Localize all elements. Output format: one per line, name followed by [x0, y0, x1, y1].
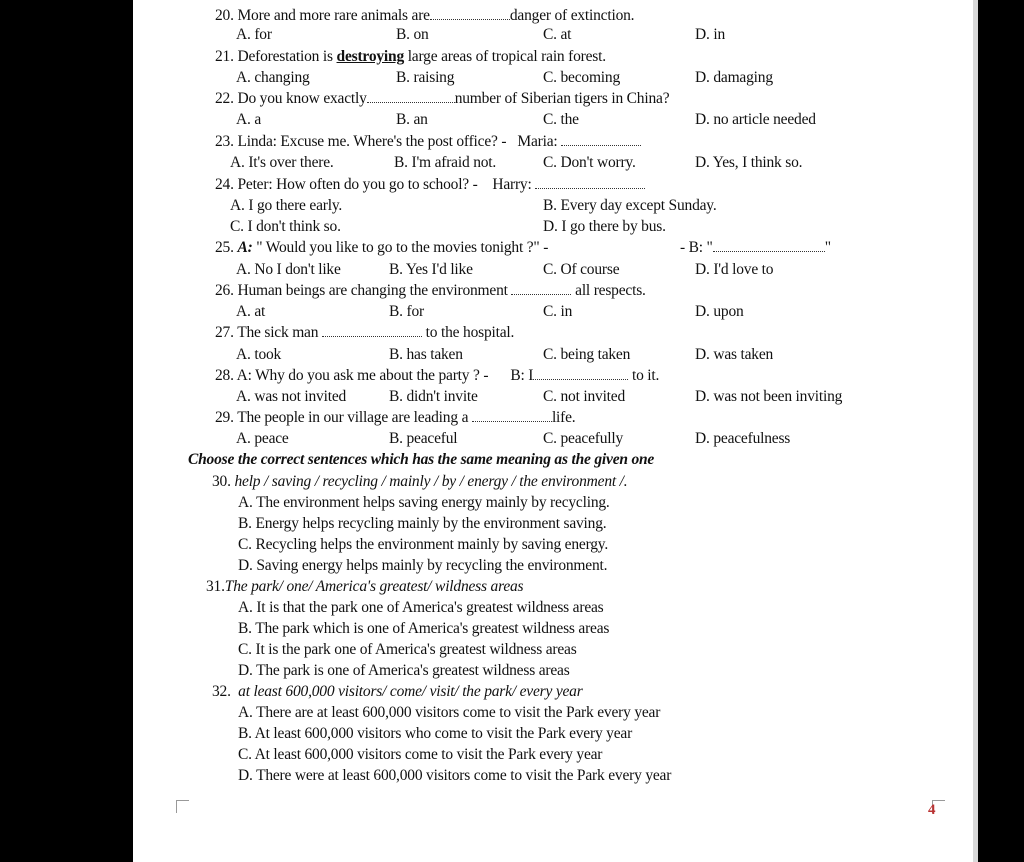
q26-option-c: C. in [543, 303, 573, 320]
q22-option-c: C. the [543, 111, 579, 128]
q23-option-a: A. It's over there. [230, 154, 334, 171]
q29-option-a: A. peace [236, 430, 289, 447]
q26-option-a: A. at [236, 303, 266, 320]
q26-option-b: B. for [389, 303, 424, 320]
q24-option-b: B. Every day except Sunday. [543, 197, 717, 214]
q22-option-a: A. a [236, 111, 262, 128]
q31-option-b: B. The park which is one of America's greatest wildness areas [238, 620, 610, 637]
question-23: 23. Linda: Excuse me. Where's the post office? - Maria: [215, 132, 641, 152]
q21-option-c: C. becoming [543, 69, 621, 86]
question-29: 29. The people in our village are leading a life. [215, 409, 576, 426]
right-black-border [978, 0, 1024, 862]
q21-option-d: D. damaging [695, 69, 773, 86]
q25-option-a: A. No I don't like [236, 261, 341, 278]
q29-option-c: C. peacefully [543, 430, 624, 447]
q31-option-c: C. It is the park one of America's greatest wildness areas [238, 641, 577, 658]
q23-option-d: D. Yes, I think so. [695, 154, 803, 171]
q24-option-d: D. I go there by bus. [543, 218, 666, 235]
q32-option-b: B. At least 600,000 visitors who come to visit the Park every year [238, 725, 633, 742]
question-24: 24. Peter: How often do you go to school? - Harry: [215, 175, 645, 195]
q22-option-d: D. no article needed [695, 111, 816, 128]
question-30: 30. help / saving / recycling / mainly / by / energy / the environment /. [212, 473, 628, 490]
question-20: 20. More and more rare animals are danger of extinction. [215, 7, 635, 24]
q25-option-b: B. Yes I'd like [389, 261, 473, 278]
q28-option-d: D. was not been inviting [695, 388, 843, 405]
q30-option-d: D. Saving energy helps mainly by recycling the environment. [238, 557, 608, 574]
q29-option-d: D. peacefulness [695, 430, 791, 447]
question-32: 32. at least 600,000 visitors/ come/ visit/ the park/ every year [212, 683, 583, 700]
q24-option-a: A. I go there early. [230, 197, 343, 214]
q20-option-c: C. at [543, 26, 572, 43]
section-heading: Choose the correct sentences which has the same meaning as the given one [188, 451, 655, 468]
page-number: 4 [928, 802, 936, 818]
question-25-b-blank: - B: " " [680, 239, 831, 256]
q20-option-a: A. for [236, 26, 272, 43]
q21-option-a: A. changing [236, 69, 310, 86]
q30-option-a: A. The environment helps saving energy mainly by recycling. [238, 494, 610, 511]
crop-mark-left [176, 800, 189, 813]
q29-option-b: B. peaceful [389, 430, 458, 447]
q32-option-d: D. There were at least 600,000 visitors come to visit the Park every year [238, 767, 672, 784]
q20-option-b: B. on [396, 26, 429, 43]
q30-option-c: C. Recycling helps the environment mainly by saving energy. [238, 536, 609, 553]
q24-option-c: C. I don't think so. [230, 218, 341, 235]
q31-option-a: A. It is that the park one of America's greatest wildness areas [238, 599, 604, 616]
q30-option-b: B. Energy helps recycling mainly by the environment saving. [238, 515, 607, 532]
question-26: 26. Human beings are changing the environment all respects. [215, 282, 646, 299]
question-25: 25. A: " Would you like to go to the movies tonight ?" - [215, 239, 549, 256]
question-28: 28. A: Why do you ask me about the party ? - B: I to it. [215, 367, 660, 384]
question-21: 21. Deforestation is destroying large areas of tropical rain forest. [215, 48, 606, 65]
q28-option-b: B. didn't invite [389, 388, 478, 405]
q26-option-d: D. upon [695, 303, 744, 320]
q23-option-b: B. I'm afraid not. [394, 154, 497, 171]
q22-option-b: B. an [396, 111, 428, 128]
q32-option-c: C. At least 600,000 visitors come to visit the Park every year [238, 746, 603, 763]
q32-option-a: A. There are at least 600,000 visitors come to visit the Park every year [238, 704, 661, 721]
q23-option-c: C. Don't worry. [543, 154, 636, 171]
question-27: 27. The sick man to the hospital. [215, 324, 515, 341]
left-black-border [0, 0, 133, 862]
q31-option-d: D. The park is one of America's greatest wildness areas [238, 662, 570, 679]
q27-option-c: C. being taken [543, 346, 631, 363]
q28-option-a: A. was not invited [236, 388, 347, 405]
q25-option-c: C. Of course [543, 261, 620, 278]
q27-option-b: B. has taken [389, 346, 463, 363]
q27-option-d: D. was taken [695, 346, 774, 363]
q20-option-d: D. in [695, 26, 726, 43]
question-22: 22. Do you know exactly number of Siberian tigers in China? [215, 90, 670, 107]
q21-option-b: B. raising [396, 69, 455, 86]
q25-option-d: D. I'd love to [695, 261, 774, 278]
question-31: 31.The park/ one/ America's greatest/ wildness areas [206, 578, 524, 595]
q28-option-c: C. not invited [543, 388, 626, 405]
q27-option-a: A. took [236, 346, 282, 363]
